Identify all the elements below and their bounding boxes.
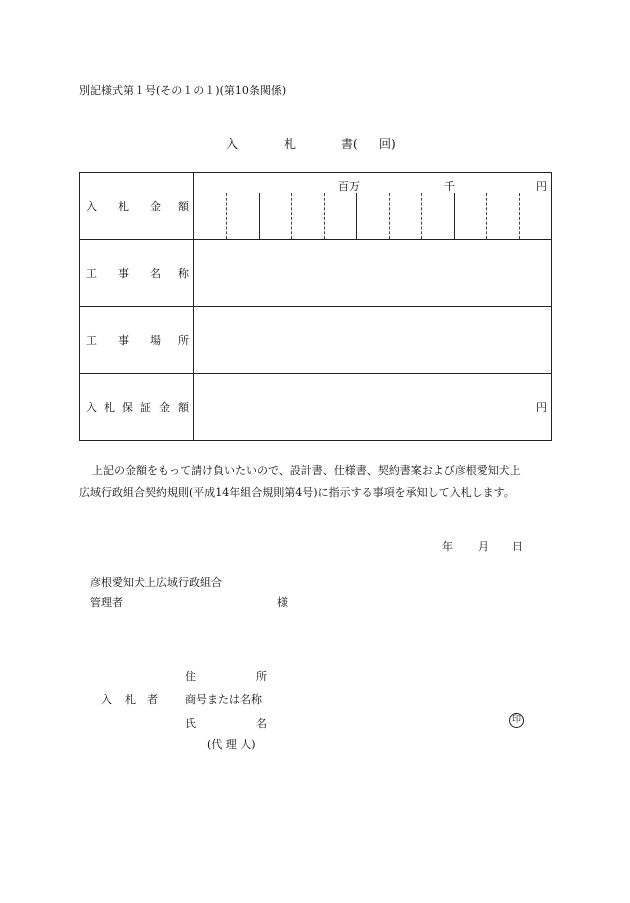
form-number: 別記様式第１号(その１の１)(第10条関係) [79,84,287,97]
name-label-char: 氏 [185,717,196,730]
seal-mark: 印 [509,713,524,728]
project-name-label-char: 名 [150,267,161,280]
date-month: 月 [478,540,489,553]
guarantee-label-char: 金 [159,401,170,414]
guarantee-label-char: 札 [104,401,115,414]
address-label-char: 所 [256,670,267,683]
project-location-label-char: 工 [86,334,97,347]
project-name-row [80,240,552,307]
amount-label-cell [80,173,194,240]
recipient-title: 管理者 [90,596,123,609]
bidder-role-char: 入 [101,693,112,706]
project-location-row [80,307,552,374]
recipient-honorific: 様 [277,596,288,609]
statement-line-1: 上記の金額をもって請け負いたいので、設計書、仕様書、契約書案および彦根愛知犬上 [92,464,521,477]
amount-label-char: 入 [86,200,97,213]
agent-label: (代 理 人) [207,738,256,751]
project-location-label-cell [80,307,194,374]
digit-divider [486,193,487,239]
bidder-role-char: 者 [147,693,158,706]
digit-divider [291,193,292,239]
project-name-label-char: 事 [118,267,129,280]
title-char-2: 札 [284,137,297,151]
bidder-role-char: 札 [125,693,136,706]
guarantee-label-char: 証 [140,401,151,414]
name-label-char: 名 [256,717,267,730]
statement-line-2: 広域行政組合契約規則(平成14年組合規則第4号)に指示する事項を承知して入札します。 [79,486,515,499]
digit-grid [194,193,551,239]
amount-value-cell[interactable] [194,173,552,240]
recipient-org: 彦根愛知犬上広域行政組合 [90,576,222,589]
digit-divider [259,193,260,239]
company-name-label: 商号または名称 [185,693,262,706]
project-location-label-char: 場 [150,334,161,347]
digit-divider [519,193,520,239]
guarantee-unit-yen: 円 [536,401,547,414]
unit-hyakuman: 百万 [338,180,360,193]
guarantee-label-char: 額 [178,401,189,414]
project-name-label-cell [80,240,194,307]
guarantee-label-char: 入 [86,401,97,414]
unit-sen: 千 [444,180,455,193]
amount-label-char: 札 [118,200,129,213]
title-char-4: 回) [379,137,396,151]
digit-divider [454,193,455,239]
title-char-1: 入 [226,137,239,151]
address-label-char: 住 [185,670,196,683]
digit-divider [324,193,325,239]
digit-divider [389,193,390,239]
project-location-label-char: 所 [178,334,189,347]
project-location-label-char: 事 [118,334,129,347]
digit-divider [356,193,357,239]
amount-label-char: 金 [150,200,161,213]
project-name-label-char: 称 [178,267,189,280]
digit-divider [226,193,227,239]
guarantee-row [80,374,552,441]
digit-divider [421,193,422,239]
date-year: 年 [442,540,453,553]
amount-row [80,173,552,240]
date-day: 日 [512,540,523,553]
title-char-3: 書( [341,137,358,151]
guarantee-label-char: 保 [122,401,133,414]
guarantee-label-cell [80,374,194,441]
amount-label-char: 額 [178,200,189,213]
project-location-value-cell[interactable] [194,307,552,374]
project-name-value-cell[interactable] [194,240,552,307]
project-name-label-char: 工 [86,267,97,280]
guarantee-value-cell[interactable] [194,374,552,441]
unit-yen: 円 [536,180,547,193]
bid-form-table [79,172,552,441]
